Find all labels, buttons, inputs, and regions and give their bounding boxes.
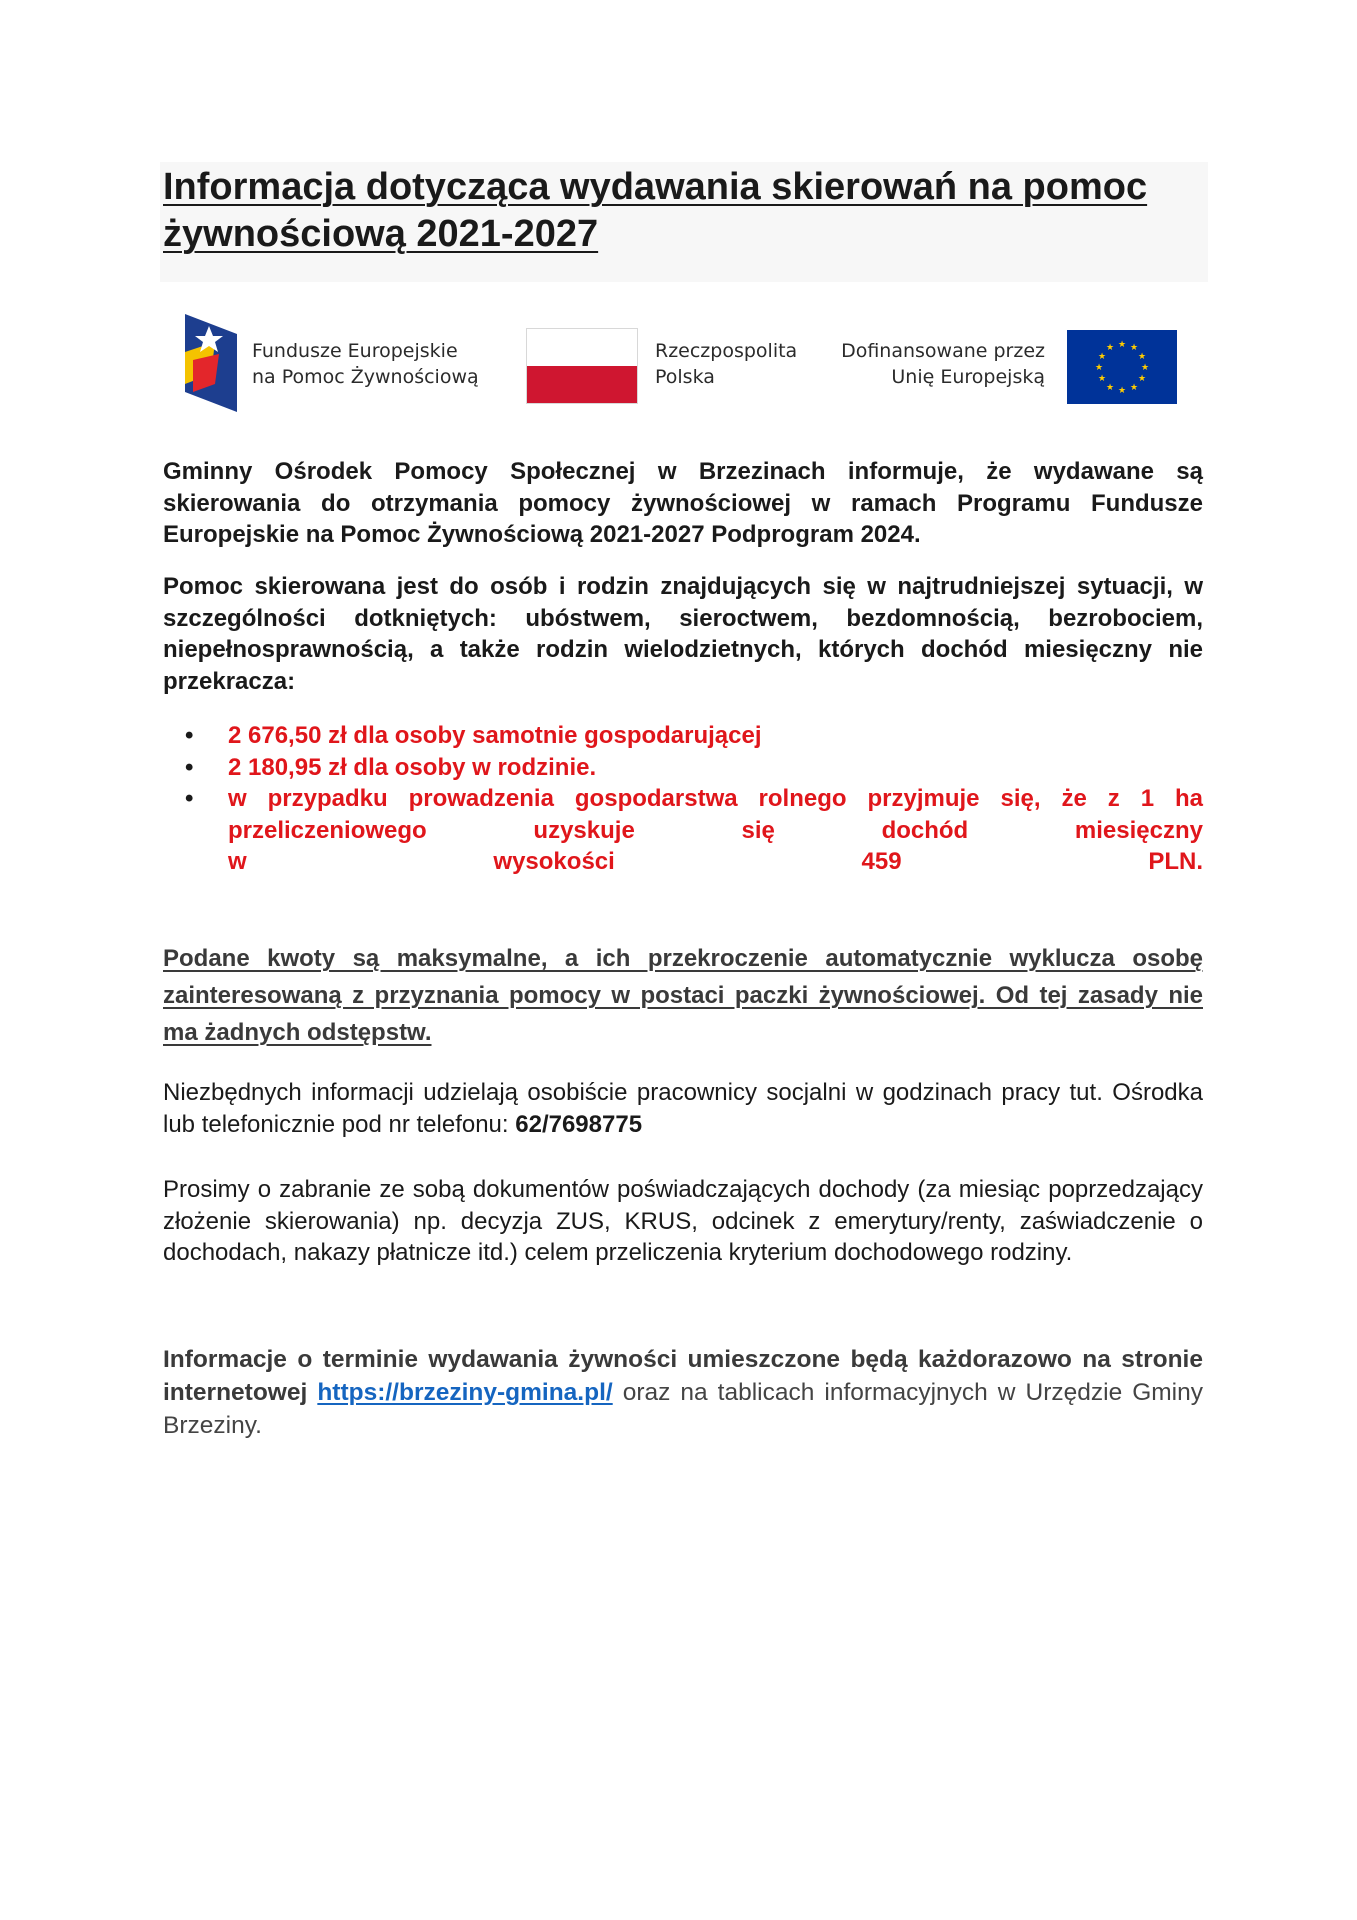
- documents-paragraph: Prosimy o zabranie ze sobą dokumentów poświadczających dochody (za miesiąc poprzedzający złożenie skierowania) np. decyzja ZUS, KRUS, odcinek z emerytury/renty, zaświadczenie o dochodach, nakazy płatnicze itd.) celem przeliczenia kryterium dochodowego rodziny.: [163, 1176, 1203, 1266]
- svg-text:★: ★: [1137, 374, 1147, 384]
- eu-logo-text: Dofinansowane przez Unię Europejską: [841, 340, 1045, 388]
- eu-flag-icon: [1067, 330, 1177, 404]
- svg-text:★: ★: [1117, 340, 1127, 350]
- eligibility-paragraph: Pomoc skierowana jest do osób i rodzin znajdujących się w najtrudniejszej sytuacji, w szczególności dotkniętych: ubóstwem, sieroctwem, bezdomnością, bezrobociem, niepełnosprawnością, a także rodzin wielodzietnych, których dochód miesięczny nie przekracza:: [163, 573, 1203, 695]
- website-link[interactable]: https://brzeziny-gmina.pl/: [317, 1379, 613, 1406]
- svg-text:★: ★: [1105, 383, 1115, 393]
- svg-text:★: ★: [1129, 343, 1139, 353]
- contact-paragraph: Niezbędnych informacji udzielają osobiście pracownicy socjalni w godzinach pracy tut. Ośrodka lub telefonicznie pod nr telefonu: 62/7698775: [163, 1079, 1203, 1138]
- svg-text:★: ★: [1097, 352, 1107, 362]
- intro-paragraph: Gminny Ośrodek Pomocy Społecznej w Brzezinach informuje, że wydawane są skierowania do otrzymania pomocy żywnościowej w ramach Programu Fundusze Europejskie na Pomoc Żywnościową 2021-2027 Podprogram 2024.: [163, 458, 1203, 548]
- svg-text:★: ★: [1117, 386, 1127, 396]
- svg-text:★: ★: [1129, 383, 1139, 393]
- rp-logo-text: Rzeczpospolita Polska: [655, 340, 798, 388]
- svg-text:★: ★: [1097, 374, 1107, 384]
- fe-logo-text: Fundusze Europejskie na Pomoc Żywnościową: [252, 340, 479, 388]
- svg-text:★: ★: [1094, 363, 1104, 373]
- income-criteria-list: [163, 720, 1203, 878]
- phone-number: 62/7698775: [515, 1110, 643, 1138]
- svg-text:★: ★: [1137, 352, 1147, 362]
- logo-strip: [160, 290, 1208, 420]
- warning-paragraph: Podane kwoty są maksymalne, a ich przekroczenie automatycznie wyklucza osobę zainteresowaną z przyznania pomocy w postaci paczki żywnościowej. Od tej zasady nie ma żadnych odstępstw.: [163, 945, 1203, 1046]
- distribution-info-paragraph: Informacje o terminie wydawania żywności umieszczone będą każdorazowo na stronie internetowej https://brzeziny-gmina.pl/ oraz na tablicach informacyjnych w Urzędzie Gminy Brzeziny.: [163, 1346, 1203, 1439]
- svg-text:★: ★: [1140, 363, 1150, 373]
- list-item: • 2 180,95 zł dla osoby w rodzinie.: [163, 752, 1203, 784]
- svg-text:★: ★: [1105, 343, 1115, 353]
- poland-flag-icon: [526, 328, 638, 404]
- list-item: • 2 676,50 zł dla osoby samotnie gospodarującej: [163, 720, 1203, 752]
- list-item: • w przypadku prowadzenia gospodarstwa rolnego przyjmuje się, że z 1 ha przeliczeniowego uzyskuje się dochód miesięczny w wysokości 459 PLN.: [163, 783, 1203, 878]
- fe-logo-icon: [185, 314, 237, 412]
- page-title: Informacja dotycząca wydawania skierowań na pomoc żywnościową 2021-2027: [163, 166, 1148, 255]
